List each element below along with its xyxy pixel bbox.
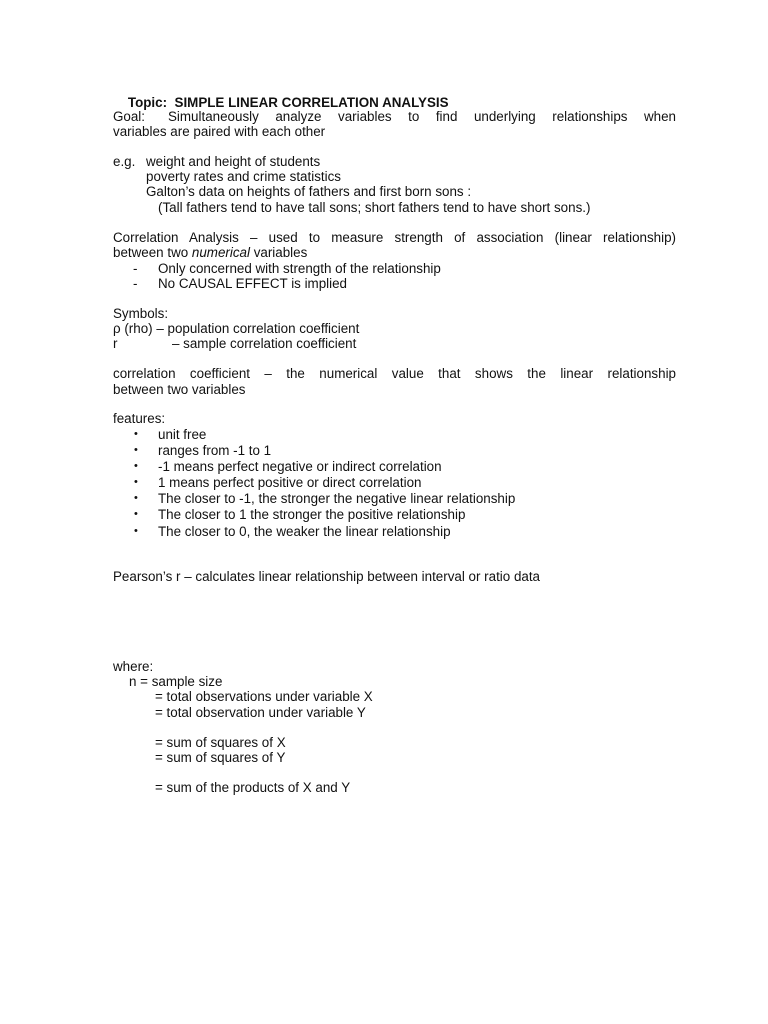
example-item: poverty rates and crime statistics xyxy=(146,169,341,184)
where-heading: where: xyxy=(113,659,154,674)
bullet-marker: • xyxy=(134,492,138,504)
topic-title: SIMPLE LINEAR CORRELATION ANALYSIS xyxy=(174,94,449,110)
where-definition: = sum of the products of X and Y xyxy=(155,780,351,795)
feature-item: 1 means perfect positive or direct correlation xyxy=(158,475,422,490)
dash-marker: - xyxy=(133,261,138,276)
correlation-analysis-line-2 xyxy=(113,245,307,261)
feature-item: The closer to 0, the weaker the linear relationship xyxy=(158,524,451,539)
bullet-marker: • xyxy=(134,476,138,488)
dash-marker: - xyxy=(133,276,138,291)
goal-label: Goal: xyxy=(113,109,146,124)
where-definition: = total observations under variable X xyxy=(155,689,373,704)
feature-item: The closer to 1 the stronger the positive relationship xyxy=(158,507,466,522)
where-definition: = sum of squares of Y xyxy=(155,750,286,765)
bullet-marker: • xyxy=(134,525,138,537)
dash-item: Only concerned with strength of the relationship xyxy=(158,261,441,276)
pearson-definition: Pearson’s r – calculates linear relationship between interval or ratio data xyxy=(113,569,541,584)
symbol-rho: ρ (rho) – population correlation coefficient xyxy=(113,321,360,336)
bullet-marker: • xyxy=(134,460,138,472)
example-item: Galton’s data on heights of fathers and first born sons : xyxy=(146,184,472,199)
example-note: (Tall fathers tend to have tall sons; short fathers tend to have short sons.) xyxy=(158,200,591,215)
features-heading: features: xyxy=(113,411,166,426)
feature-item: unit free xyxy=(158,427,207,442)
bullet-marker: • xyxy=(134,428,138,440)
coefficient-definition: correlation coefficient – the numerical value that shows the linear relationship xyxy=(113,366,676,381)
feature-item: -1 means perfect negative or indirect correlation xyxy=(158,459,442,474)
symbol-r-description: – sample correlation coefficient xyxy=(172,336,357,351)
goal-line-1: Simultaneously analyze variables to find underlying relationships when xyxy=(168,109,676,124)
bullet-marker: • xyxy=(134,444,138,456)
correlation-analysis-definition: Correlation Analysis – used to measure strength of association (linear relationship) xyxy=(113,230,676,245)
feature-item: ranges from -1 to 1 xyxy=(158,443,272,458)
goal-line-2: variables are paired with each other xyxy=(113,124,326,139)
dash-item: No CAUSAL EFFECT is implied xyxy=(158,276,348,291)
text-span: variables xyxy=(249,245,308,260)
bullet-marker: • xyxy=(134,508,138,520)
symbol-r: r xyxy=(113,336,118,351)
text-span: between two xyxy=(113,245,192,260)
example-item: weight and height of students xyxy=(146,154,321,169)
topic-label: Topic: xyxy=(127,94,168,110)
where-n-definition: n = sample size xyxy=(129,674,223,689)
emphasis-numerical: numerical xyxy=(191,245,250,260)
feature-item: The closer to -1, the stronger the negative linear relationship xyxy=(158,491,516,506)
where-definition: = total observation under variable Y xyxy=(155,705,366,720)
where-definition: = sum of squares of X xyxy=(155,735,286,750)
symbols-heading: Symbols: xyxy=(113,306,169,321)
coefficient-definition-line-2: between two variables xyxy=(113,382,246,397)
example-prefix: e.g. xyxy=(113,154,136,169)
